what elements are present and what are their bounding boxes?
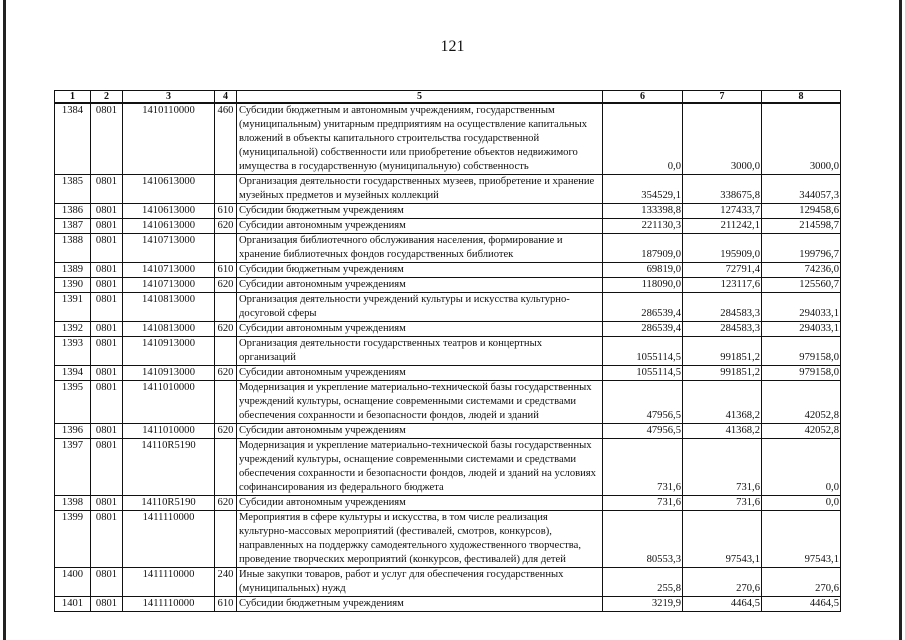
expense-type-cell: [215, 439, 237, 496]
column-header: 2: [91, 91, 123, 104]
description-line: музейных предметов и музейных коллекций: [239, 190, 439, 201]
table-row: [55, 263, 841, 278]
row-number-cell: 1394: [55, 366, 91, 381]
amount-col6-cell: 80553,3: [603, 511, 683, 568]
expense-type-cell: 240: [215, 568, 237, 597]
description-line: Организация деятельности учреждений культуры и искусства культурно-: [239, 294, 570, 305]
section-code-cell: 0801: [91, 439, 123, 496]
section-code-cell: 0801: [91, 175, 123, 204]
amount-col7-cell: 338675,8: [683, 175, 762, 204]
amount-col7-cell: 195909,0: [683, 234, 762, 263]
row-number-cell: 1387: [55, 219, 91, 234]
amount-col6-cell: 1055114,5: [603, 337, 683, 366]
amount-col6-cell: 255,8: [603, 568, 683, 597]
amount-col7-cell: 270,6: [683, 568, 762, 597]
amount-col8-cell: 270,6: [762, 568, 841, 597]
description-cell: [237, 511, 603, 568]
section-code-cell: 0801: [91, 322, 123, 337]
description-line: Модернизация и укрепление материально-технической базы государственных: [239, 440, 592, 451]
amount-col8-cell: 74236,0: [762, 263, 841, 278]
row-number-cell: 1401: [55, 597, 91, 612]
amount-col6-cell: 0,0: [603, 103, 683, 175]
row-number-cell: 1391: [55, 293, 91, 322]
page-number: 121: [440, 38, 465, 55]
amount-col8-cell: 97543,1: [762, 511, 841, 568]
amount-col8-cell: 129458,6: [762, 204, 841, 219]
target-article-cell: 1410613000: [123, 175, 215, 204]
row-number-cell: 1386: [55, 204, 91, 219]
description-cell: [237, 293, 603, 322]
amount-col7-cell: 991851,2: [683, 337, 762, 366]
amount-col7-cell: 284583,3: [683, 293, 762, 322]
target-article-cell: 1410613000: [123, 204, 215, 219]
table-row: [55, 278, 841, 293]
description-cell: [237, 175, 603, 204]
description-line: учреждений культуры, оснащение современными системами и средствами: [239, 454, 577, 465]
amount-col6-cell: 286539,4: [603, 322, 683, 337]
table-row: [55, 439, 841, 496]
table-row: [55, 175, 841, 204]
expense-type-cell: 620: [215, 424, 237, 439]
expense-type-cell: [215, 175, 237, 204]
description-line: Субсидии автономным учреждениям: [239, 497, 406, 508]
description-cell: [237, 496, 603, 511]
amount-col6-cell: 3219,9: [603, 597, 683, 612]
description-line: (муниципальной) собственности или приобретение объектов недвижимого: [239, 147, 578, 158]
amount-col7-cell: 211242,1: [683, 219, 762, 234]
row-number-cell: 1397: [55, 439, 91, 496]
amount-col8-cell: 0,0: [762, 439, 841, 496]
description-cell: [237, 322, 603, 337]
amount-col6-cell: 731,6: [603, 496, 683, 511]
section-code-cell: 0801: [91, 219, 123, 234]
row-number-cell: 1390: [55, 278, 91, 293]
scan-border-left: [3, 0, 6, 640]
expense-type-cell: [215, 293, 237, 322]
table-row: [55, 424, 841, 439]
expense-type-cell: [215, 511, 237, 568]
amount-col6-cell: 1055114,5: [603, 366, 683, 381]
table-row: [55, 204, 841, 219]
expense-type-cell: [215, 337, 237, 366]
amount-col6-cell: 731,6: [603, 439, 683, 496]
table-row: [55, 496, 841, 511]
table-row: [55, 234, 841, 263]
section-code-cell: 0801: [91, 366, 123, 381]
target-article-cell: 1410713000: [123, 234, 215, 263]
table-header-row: [55, 91, 841, 104]
target-article-cell: 1410813000: [123, 322, 215, 337]
table-row: [55, 366, 841, 381]
table-row: [55, 511, 841, 568]
section-code-cell: 0801: [91, 293, 123, 322]
target-article-cell: 1410713000: [123, 263, 215, 278]
description-line: культурно-массовых мероприятий (фестивалей, смотров, конкурсов),: [239, 526, 552, 537]
table-row: [55, 103, 841, 175]
row-number-cell: 1384: [55, 103, 91, 175]
expense-type-cell: 610: [215, 263, 237, 278]
description-line: (муниципальных) нужд: [239, 583, 346, 594]
amount-col7-cell: 41368,2: [683, 424, 762, 439]
description-cell: [237, 597, 603, 612]
target-article-cell: 14110R5190: [123, 439, 215, 496]
description-line: Субсидии бюджетным и автономным учреждениям, государственным: [239, 105, 555, 116]
section-code-cell: 0801: [91, 511, 123, 568]
table-row: [55, 597, 841, 612]
section-code-cell: 0801: [91, 103, 123, 175]
amount-col6-cell: 133398,8: [603, 204, 683, 219]
section-code-cell: 0801: [91, 597, 123, 612]
expense-type-cell: 620: [215, 366, 237, 381]
section-code-cell: 0801: [91, 234, 123, 263]
target-article-cell: 1411110000: [123, 511, 215, 568]
target-article-cell: 1410713000: [123, 278, 215, 293]
amount-col6-cell: 69819,0: [603, 263, 683, 278]
row-number-cell: 1399: [55, 511, 91, 568]
description-line: Субсидии автономным учреждениям: [239, 323, 406, 334]
target-article-cell: 1411010000: [123, 381, 215, 424]
amount-col7-cell: 123117,6: [683, 278, 762, 293]
target-article-cell: 1411010000: [123, 424, 215, 439]
description-line: Субсидии автономным учреждениям: [239, 279, 406, 290]
description-line: Организация деятельности государственных музеев, приобретение и хранение: [239, 176, 595, 187]
row-number-cell: 1396: [55, 424, 91, 439]
description-line: Субсидии автономным учреждениям: [239, 425, 406, 436]
description-line: Иные закупки товаров, работ и услуг для обеспечения государственных: [239, 569, 564, 580]
description-line: учреждений культуры, оснащение современными системами и средствами: [239, 396, 577, 407]
amount-col8-cell: 979158,0: [762, 366, 841, 381]
column-header: 1: [55, 91, 91, 104]
description-cell: [237, 381, 603, 424]
description-cell: [237, 204, 603, 219]
description-line: имущества в государственную (муниципальную) собственность: [239, 161, 529, 172]
description-cell: [237, 424, 603, 439]
section-code-cell: 0801: [91, 381, 123, 424]
description-line: обеспечения сохранности и безопасности фондов, людей и зданий на условиях: [239, 468, 596, 479]
column-header: 7: [683, 91, 762, 104]
target-article-cell: 1410110000: [123, 103, 215, 175]
table-row: [55, 337, 841, 366]
description-line: направленных на поддержку самодеятельного художественного творчества,: [239, 540, 581, 551]
expense-type-cell: 460: [215, 103, 237, 175]
column-header: 8: [762, 91, 841, 104]
description-cell: [237, 263, 603, 278]
amount-col7-cell: 3000,0: [683, 103, 762, 175]
description-line: (муниципальным) унитарным предприятиям на осуществление капитальных: [239, 119, 588, 130]
description-line: обеспечения сохранности и безопасности фондов, людей и зданий: [239, 410, 539, 421]
amount-col8-cell: 199796,7: [762, 234, 841, 263]
description-cell: [237, 103, 603, 175]
table-row: [55, 219, 841, 234]
description-line: Организация деятельности государственных театров и концертных: [239, 338, 542, 349]
table-row: [55, 381, 841, 424]
section-code-cell: 0801: [91, 424, 123, 439]
amount-col7-cell: 284583,3: [683, 322, 762, 337]
amount-col8-cell: 214598,7: [762, 219, 841, 234]
expense-type-cell: [215, 234, 237, 263]
amount-col8-cell: 979158,0: [762, 337, 841, 366]
amount-col7-cell: 41368,2: [683, 381, 762, 424]
target-article-cell: 1411110000: [123, 597, 215, 612]
section-code-cell: 0801: [91, 568, 123, 597]
description-cell: [237, 278, 603, 293]
expense-type-cell: 620: [215, 219, 237, 234]
amount-col6-cell: 118090,0: [603, 278, 683, 293]
description-cell: [237, 568, 603, 597]
amount-col7-cell: 991851,2: [683, 366, 762, 381]
table-row: [55, 322, 841, 337]
expense-type-cell: 620: [215, 496, 237, 511]
section-code-cell: 0801: [91, 204, 123, 219]
row-number-cell: 1392: [55, 322, 91, 337]
description-cell: [237, 439, 603, 496]
amount-col8-cell: 3000,0: [762, 103, 841, 175]
table-row: [55, 568, 841, 597]
expense-type-cell: 610: [215, 204, 237, 219]
amount-col7-cell: 127433,7: [683, 204, 762, 219]
column-header: 3: [123, 91, 215, 104]
amount-col8-cell: 294033,1: [762, 293, 841, 322]
amount-col7-cell: 97543,1: [683, 511, 762, 568]
target-article-cell: 1411110000: [123, 568, 215, 597]
amount-col8-cell: 42052,8: [762, 424, 841, 439]
section-code-cell: 0801: [91, 337, 123, 366]
expense-type-cell: 620: [215, 322, 237, 337]
expense-type-cell: 610: [215, 597, 237, 612]
table-row: [55, 293, 841, 322]
budget-table: [54, 90, 841, 612]
description-line: организаций: [239, 352, 296, 363]
description-line: Субсидии бюджетным учреждениям: [239, 264, 404, 275]
description-line: Субсидии бюджетным учреждениям: [239, 205, 404, 216]
section-code-cell: 0801: [91, 496, 123, 511]
amount-col7-cell: 731,6: [683, 439, 762, 496]
amount-col8-cell: 0,0: [762, 496, 841, 511]
target-article-cell: 1410913000: [123, 366, 215, 381]
row-number-cell: 1400: [55, 568, 91, 597]
section-code-cell: 0801: [91, 263, 123, 278]
description-cell: [237, 337, 603, 366]
row-number-cell: 1385: [55, 175, 91, 204]
description-cell: [237, 219, 603, 234]
amount-col6-cell: 286539,4: [603, 293, 683, 322]
target-article-cell: 1410613000: [123, 219, 215, 234]
row-number-cell: 1388: [55, 234, 91, 263]
description-line: хранение библиотечных фондов государственных библиотек: [239, 249, 514, 260]
description-line: софинансирования из федерального бюджета: [239, 482, 444, 493]
row-number-cell: 1393: [55, 337, 91, 366]
amount-col7-cell: 72791,4: [683, 263, 762, 278]
amount-col8-cell: 42052,8: [762, 381, 841, 424]
description-line: досуговой сферы: [239, 308, 317, 319]
amount-col6-cell: 221130,3: [603, 219, 683, 234]
amount-col8-cell: 294033,1: [762, 322, 841, 337]
description-cell: [237, 366, 603, 381]
target-article-cell: 14110R5190: [123, 496, 215, 511]
amount-col7-cell: 731,6: [683, 496, 762, 511]
amount-col7-cell: 4464,5: [683, 597, 762, 612]
row-number-cell: 1395: [55, 381, 91, 424]
expense-type-cell: [215, 381, 237, 424]
amount-col8-cell: 344057,3: [762, 175, 841, 204]
amount-col8-cell: 4464,5: [762, 597, 841, 612]
amount-col6-cell: 47956,5: [603, 424, 683, 439]
description-line: Субсидии бюджетным учреждениям: [239, 598, 404, 609]
description-line: проведение творческих мероприятий (конкурсов, фестивалей) для детей: [239, 554, 566, 565]
section-code-cell: 0801: [91, 278, 123, 293]
description-cell: [237, 234, 603, 263]
column-header: 4: [215, 91, 237, 104]
description-line: вложений в объекты капитального строительства государственной: [239, 133, 540, 144]
description-line: Организация библиотечного обслуживания населения, формирование и: [239, 235, 563, 246]
target-article-cell: 1410913000: [123, 337, 215, 366]
description-line: Субсидии автономным учреждениям: [239, 220, 406, 231]
column-header: 5: [237, 91, 603, 104]
row-number-cell: 1398: [55, 496, 91, 511]
scan-border-right: [899, 0, 902, 640]
target-article-cell: 1410813000: [123, 293, 215, 322]
amount-col6-cell: 47956,5: [603, 381, 683, 424]
description-line: Субсидии автономным учреждениям: [239, 367, 406, 378]
column-header: 6: [603, 91, 683, 104]
description-line: Мероприятия в сфере культуры и искусства, в том числе реализация: [239, 512, 548, 523]
expense-type-cell: 620: [215, 278, 237, 293]
amount-col6-cell: 187909,0: [603, 234, 683, 263]
amount-col6-cell: 354529,1: [603, 175, 683, 204]
row-number-cell: 1389: [55, 263, 91, 278]
description-line: Модернизация и укрепление материально-технической базы государственных: [239, 382, 592, 393]
amount-col8-cell: 125560,7: [762, 278, 841, 293]
